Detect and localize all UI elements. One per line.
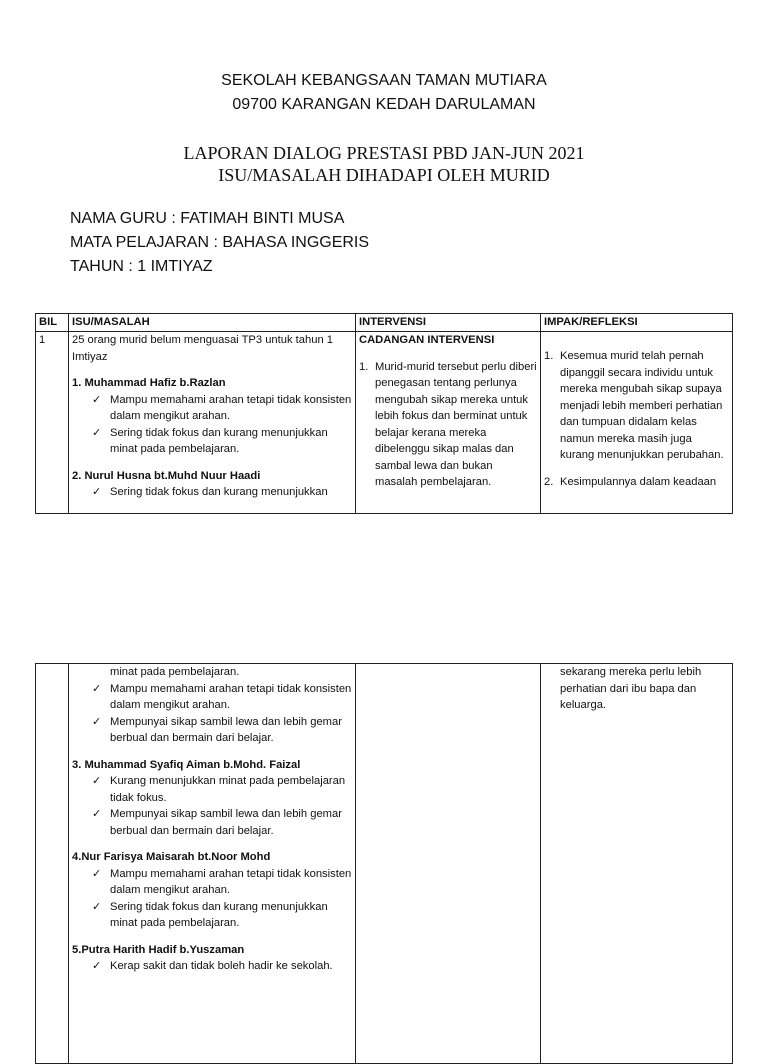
check-icon: ✓ <box>92 900 102 913</box>
row-number: 1 <box>36 332 69 514</box>
impak-cell <box>541 332 733 514</box>
list-item: ✓ Kurang menunjukkan minat pada pembelajaran tidak fokus. <box>92 775 346 804</box>
school-name: SEKOLAH KEBANGSAAN TAMAN MUTIARA <box>221 72 547 89</box>
list-item: ✓ Sering tidak fokus dan kurang menunjukkan minat pada pembelajaran. <box>92 900 328 929</box>
student-name: 4.Nur Farisya Maisarah bt.Noor Mohd <box>72 851 271 863</box>
subject-name: MATA PELAJARAN : BAHASA INGGERIS <box>70 234 370 251</box>
table-row <box>36 332 733 514</box>
impak-item: 2. Kesimpulannya dalam keadaan <box>544 475 717 488</box>
check-icon: ✓ <box>92 715 102 728</box>
impak-item-continued: sekarang mereka perlu lebih perhatian dari ibu bapa dan keluarga. <box>560 666 702 711</box>
report-title: LAPORAN DIALOG PRESTASI PBD JAN-JUN 2021 <box>183 143 585 163</box>
table-header-row <box>36 314 733 332</box>
isu-intro: 25 orang murid belum menguasai TP3 untuk tahun 1 Imtiyaz <box>72 334 333 363</box>
report-table-page-1 <box>35 313 733 514</box>
report-table-page-2 <box>35 663 733 1064</box>
check-icon: ✓ <box>92 393 102 406</box>
isu-cell <box>69 332 356 514</box>
list-item: ✓ Mampu memahami arahan tetapi tidak konsisten dalam mengikut arahan. <box>92 682 352 711</box>
intervensi-item: 1. Murid-murid tersebut perlu diberi penegasan tentang perlunya mengubah sikap mereka untuk lebih fokus dan berminat untuk belajar kerana mereka dibelenggu sikap malas dan sambal lewa dan bukan masalah pembelajaran. <box>359 360 537 488</box>
check-icon: ✓ <box>92 960 102 972</box>
intervensi-cell <box>356 332 541 514</box>
student-name: 2. Nurul Husna bt.Muhd Nuur Haadi <box>72 469 261 482</box>
col-header-impak: IMPAK/REFLEKSI <box>541 314 733 332</box>
list-item: ✓ Sering tidak fokus dan kurang menunjukkan minat pada pembelajaran. <box>92 426 328 455</box>
list-item: ✓ Mampu memahami arahan tetapi tidak konsisten dalam mengikut arahan. <box>92 867 352 896</box>
student-name: 5.Putra Harith Hadif b.Yuszaman <box>72 943 245 956</box>
check-icon: ✓ <box>92 867 102 880</box>
isu-cell-continued <box>69 664 356 1064</box>
student-name: 3. Muhammad Syafiq Aiman b.Mohd. Faizal <box>72 758 301 771</box>
list-item: ✓ Kerap sakit dan tidak boleh hadir ke sekolah. <box>72 958 352 975</box>
col-header-bil: BIL <box>36 314 69 332</box>
check-icon: ✓ <box>92 682 102 695</box>
impak-cell-continued <box>541 664 733 1064</box>
student-name: 1. Muhammad Hafiz b.Razlan <box>72 377 226 389</box>
table-row <box>36 664 733 1064</box>
check-icon: ✓ <box>92 808 102 820</box>
teacher-name: NAMA GURU : FATIMAH BINTI MUSA <box>70 210 345 227</box>
check-icon: ✓ <box>92 486 102 498</box>
row-number-empty <box>36 664 69 1064</box>
list-item: ✓ Sering tidak fokus dan kurang menunjukkan <box>72 484 352 501</box>
class-year: TAHUN : 1 IMTIYAZ <box>70 258 213 275</box>
intervensi-heading: CADANGAN INTERVENSI <box>359 334 495 346</box>
list-item: ✓ Mempunyai sikap sambil lewa dan lebih gemar berbual dan bermain dari belajar. <box>92 808 342 837</box>
col-header-isu: ISU/MASALAH <box>69 314 356 332</box>
col-header-intervensi: INTERVENSI <box>356 314 541 332</box>
school-address: 09700 KARANGAN KEDAH DARULAMAN <box>232 96 536 113</box>
impak-item: 1. Kesemua murid telah pernah dipanggil secara individu untuk mereka mengubah sikap supaya menjadi lebih memberi perhatian dan tumpuan didalam kelas namun mereka masih juga kurang menunjukkan perubahan. <box>544 350 724 461</box>
report-subtitle: ISU/MASALAH DIHADAPI OLEH MURID <box>218 165 550 185</box>
check-icon: ✓ <box>92 775 102 787</box>
list-item: ✓ Mampu memahami arahan tetapi tidak konsisten dalam mengikut arahan. <box>92 393 352 422</box>
check-icon: ✓ <box>92 426 102 439</box>
list-item: ✓ Mempunyai sikap sambil lewa dan lebih gemar berbual dan bermain dari belajar. <box>92 715 342 744</box>
intervensi-cell-continued <box>356 664 541 1064</box>
list-item-continued: minat pada pembelajaran. <box>110 666 240 678</box>
